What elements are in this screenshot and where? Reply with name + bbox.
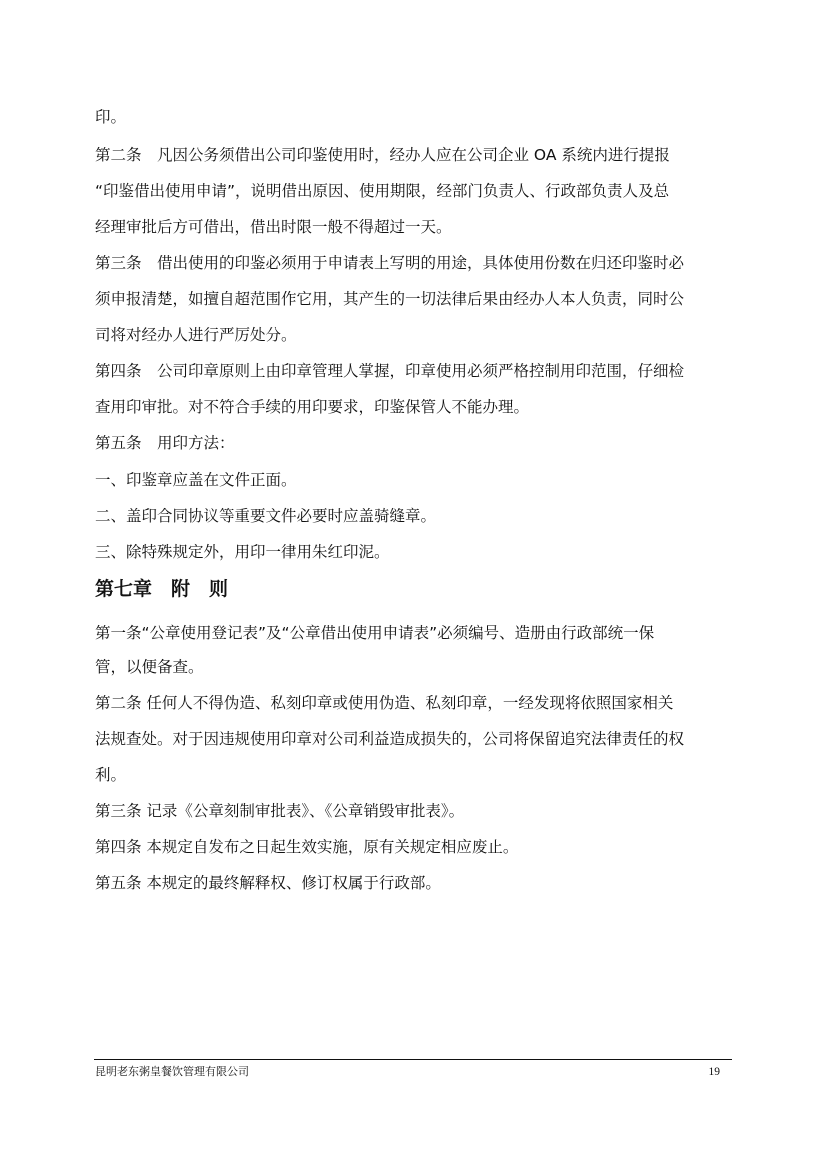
paragraph-line: 第一条“公章使用登记表”及“公章借出使用申请表”必须编号、造册由行政部统一保 xyxy=(95,624,655,642)
list-item: 二、盖印合同协议等重要文件必要时应盖骑缝章。 xyxy=(95,507,437,525)
chapter-heading: 第七章 附 则 xyxy=(95,578,229,600)
page-number: 19 xyxy=(708,1066,720,1078)
paragraph-line: 第三条 借出使用的印鉴必须用于申请表上写明的用途，具体使用份数在归还印鉴时必 xyxy=(95,254,685,272)
paragraph-line: 第五条 用印方法： xyxy=(95,434,235,452)
footer-divider xyxy=(94,1059,732,1060)
paragraph-line: 司将对经办人进行严厉处分。 xyxy=(95,326,297,344)
paragraph-line: 查用印审批。对不符合手续的用印要求，印鉴保管人不能办理。 xyxy=(95,398,530,416)
list-item: 一、印鉴章应盖在文件正面。 xyxy=(95,471,297,489)
paragraph-line: 第四条 本规定自发布之日起生效实施，原有关规定相应废止。 xyxy=(95,838,519,856)
paragraph-line: 印。 xyxy=(95,108,127,126)
paragraph-line: 第五条 本规定的最终解释权、修订权属于行政部。 xyxy=(95,874,441,892)
paragraph-line: 第三条 记录《公章刻制审批表》、《公章销毁审批表》。 xyxy=(95,802,465,820)
paragraph-line: 法规查处。对于因违规使用印章对公司利益造成损失的，公司将保留追究法律责任的权 xyxy=(95,730,685,748)
paragraph-line: “印鉴借出使用申请”，说明借出原因、使用期限，经部门负责人、行政部负责人及总 xyxy=(95,182,670,200)
footer-company-name: 昆明老东粥皇餐饮管理有限公司 xyxy=(95,1065,249,1078)
paragraph-line: 第二条 任何人不得伪造、私刻印章或使用伪造、私刻印章，一经发现将依照国家相关 xyxy=(95,694,674,712)
paragraph-line: 利。 xyxy=(95,766,127,784)
paragraph-line: 第二条 凡因公务须借出公司印鉴使用时，经办人应在公司企业 OA 系统内进行提报 xyxy=(95,146,670,164)
paragraph-line: 须申报清楚，如擅自超范围作它用，其产生的一切法律后果由经办人本人负责，同时公 xyxy=(95,290,685,308)
paragraph-line: 第四条 公司印章原则上由印章管理人掌握，印章使用必须严格控制用印范围，仔细检 xyxy=(95,362,685,380)
list-item: 三、除特殊规定外，用印一律用朱红印泥。 xyxy=(95,543,390,561)
paragraph-line: 管，以便备查。 xyxy=(95,658,204,676)
paragraph-line: 经理审批后方可借出，借出时限一般不得超过一天。 xyxy=(95,218,452,236)
